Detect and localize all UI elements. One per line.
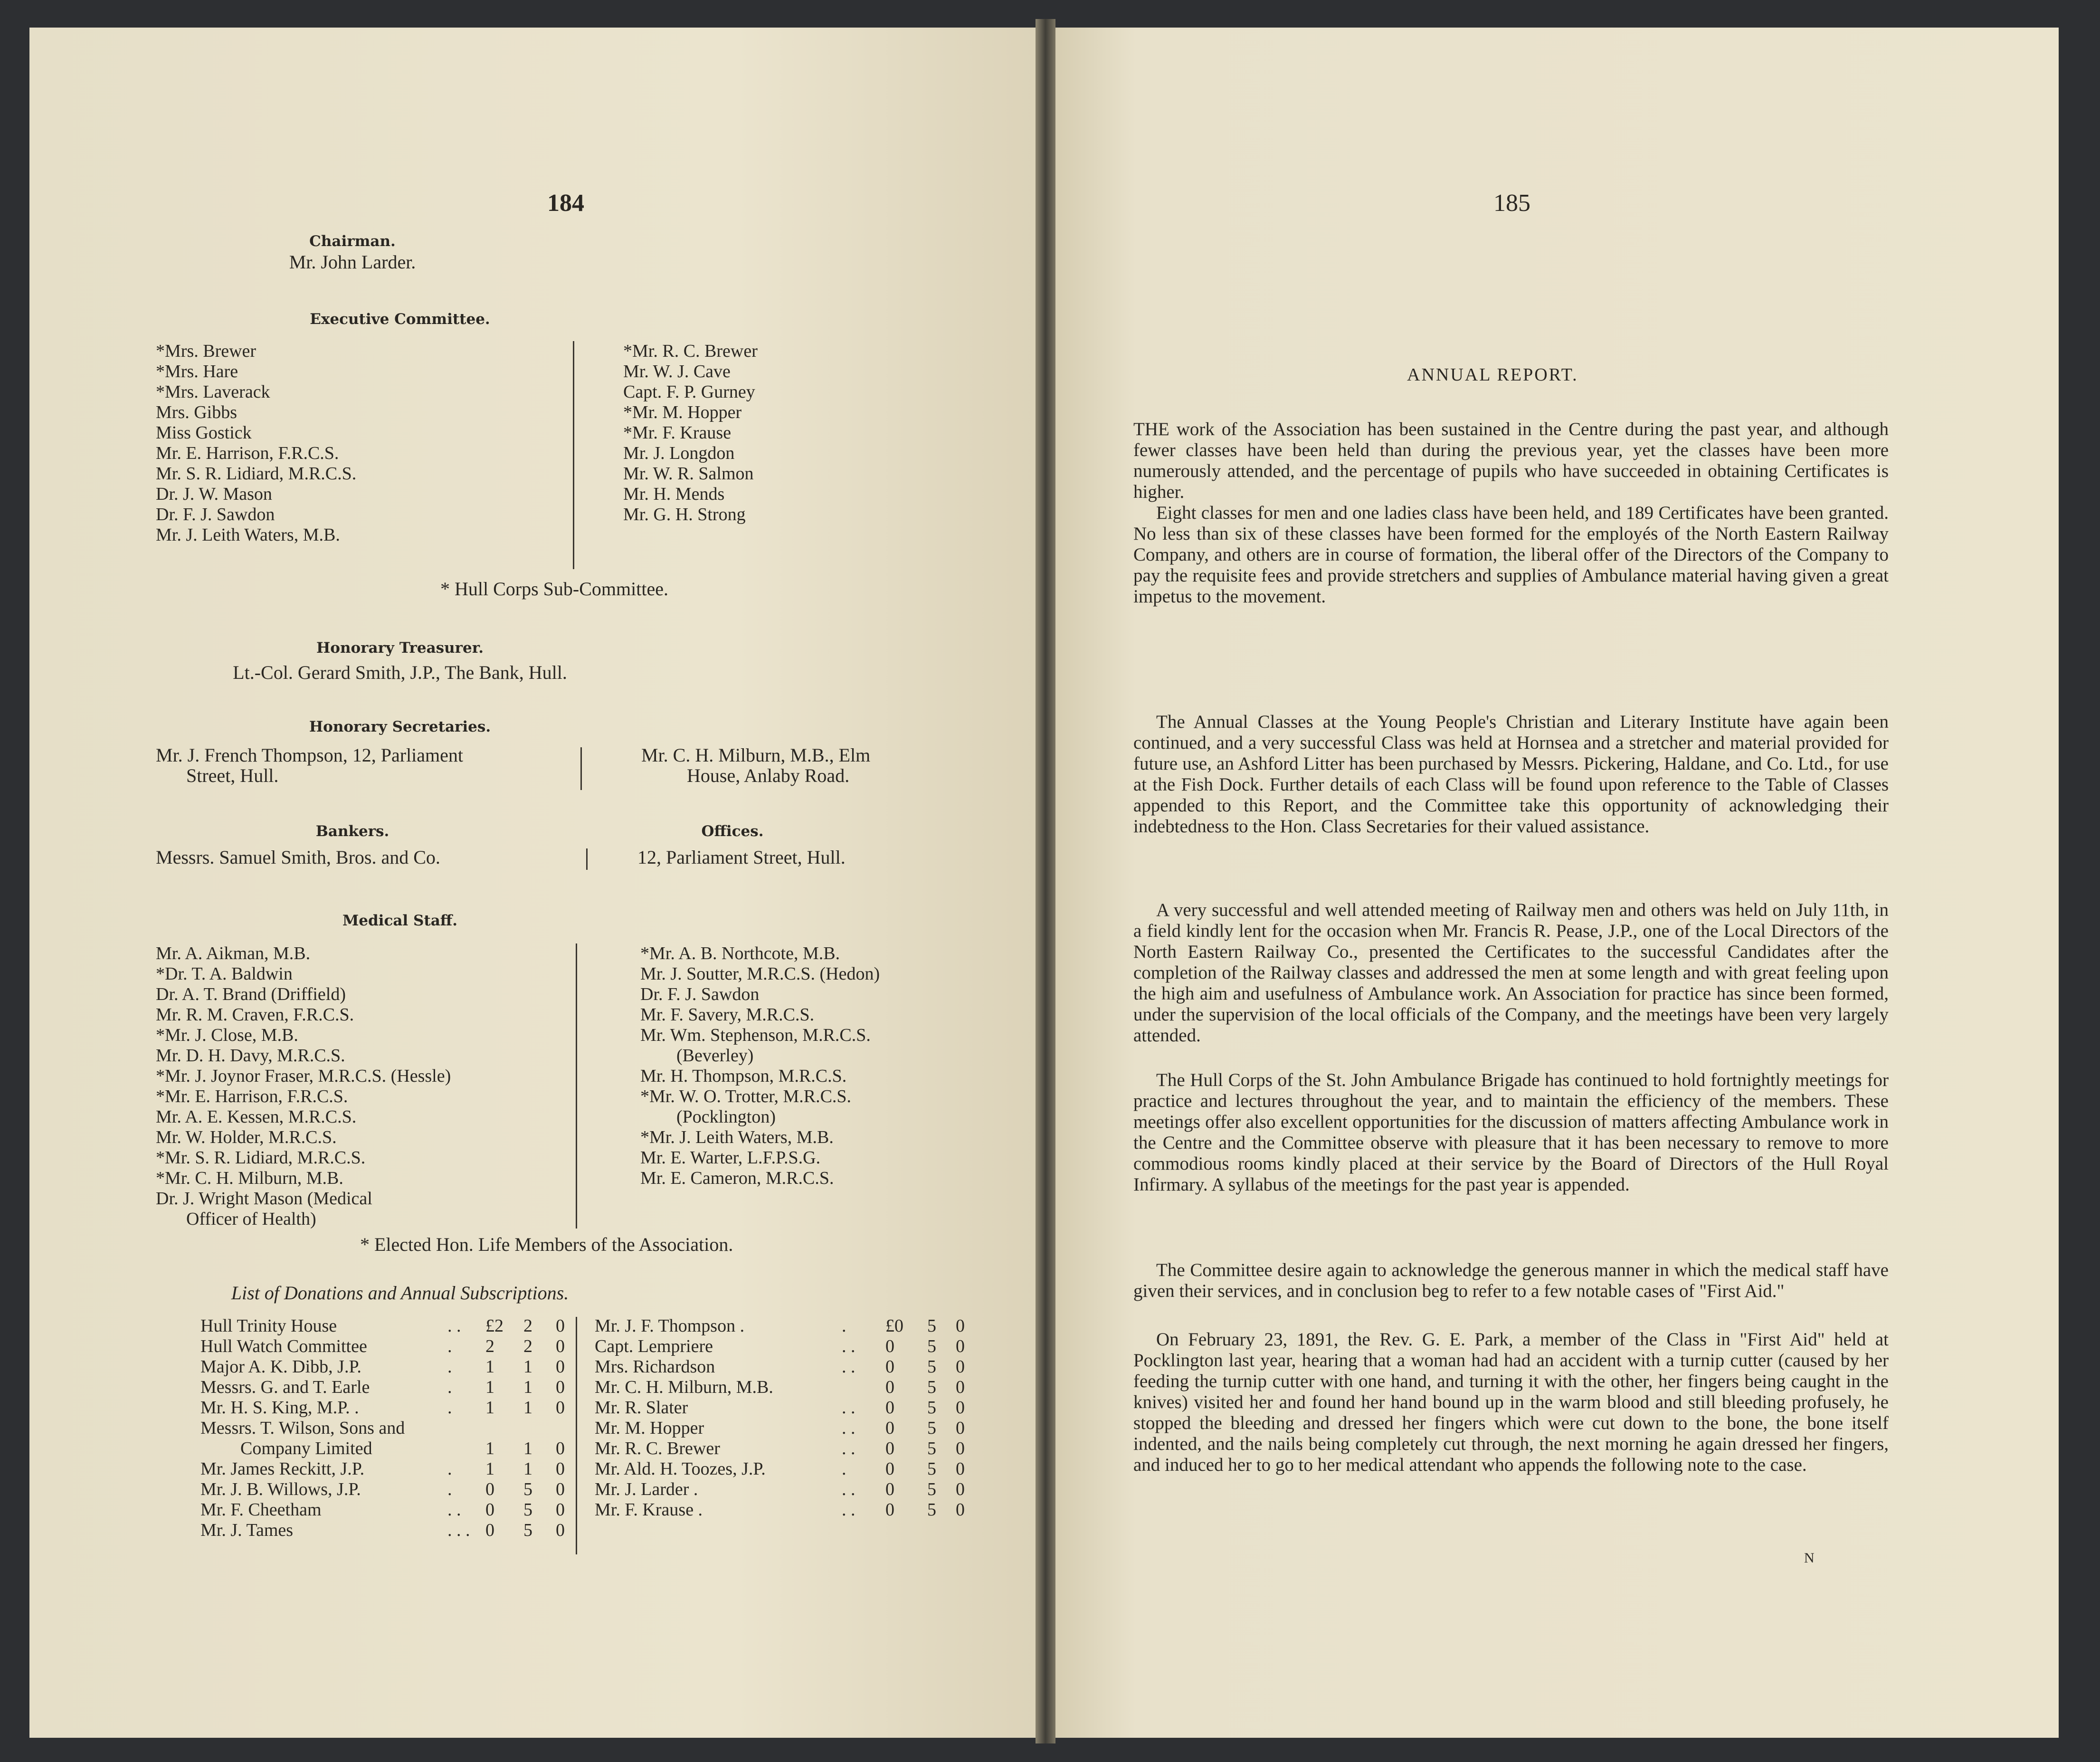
donor-name: Mr. M. Hopper <box>595 1418 704 1438</box>
amount-pounds: 0 <box>885 1336 894 1356</box>
donation-row <box>595 1336 984 1357</box>
medical-staff-member: Mr. J. Soutter, M.R.C.S. (Hedon) <box>640 964 880 984</box>
leader-dots: . <box>842 1316 846 1336</box>
donation-row <box>595 1377 984 1398</box>
medical-staff-member: Mr. R. M. Craven, F.R.C.S. <box>156 1005 354 1025</box>
donation-row <box>200 1357 618 1377</box>
donor-name: Mr. F. Cheetham <box>200 1500 322 1520</box>
amount-shillings: 1 <box>523 1438 532 1458</box>
donor-name: Company Limited <box>240 1438 372 1458</box>
committee-member: Mr. W. R. Salmon <box>623 464 754 484</box>
donor-name: Mr. R. C. Brewer <box>595 1438 720 1458</box>
executive-heading: Executive Committee. <box>310 311 490 328</box>
committee-member: *Mr. F. Krause <box>623 423 732 443</box>
report-title: ANNUAL REPORT. <box>1407 365 1578 385</box>
leader-dots: . . <box>842 1336 855 1356</box>
amount-pence: 0 <box>956 1316 965 1336</box>
amount-pence: 0 <box>556 1357 565 1377</box>
amount-pounds: 0 <box>485 1500 494 1520</box>
right-page <box>1055 28 2059 1738</box>
donations-right-list <box>595 1316 984 1520</box>
leader-dots: . <box>447 1377 452 1397</box>
medical-staff-member: Mr. F. Savery, M.R.C.S. <box>640 1005 815 1025</box>
leader-dots: . . <box>842 1438 855 1458</box>
amount-pounds: £0 <box>885 1316 903 1336</box>
amount-pence: 0 <box>956 1438 965 1458</box>
medical-staff-member: *Mr. C. H. Milburn, M.B. <box>156 1168 343 1188</box>
medical-staff-member: Mr. D. H. Davy, M.R.C.S. <box>156 1046 345 1066</box>
amount-shillings: 2 <box>523 1316 532 1336</box>
amount-pence: 0 <box>556 1438 565 1458</box>
amount-pence: 0 <box>956 1398 965 1418</box>
chairman-name: Mr. John Larder. <box>289 251 416 273</box>
medical-note: * Elected Hon. Life Members of the Association. <box>360 1234 733 1255</box>
donor-name: Mr. J. Tames <box>200 1520 294 1540</box>
donor-name: Mr. C. H. Milburn, M.B. <box>595 1377 773 1397</box>
medical-staff-member: *Mr. E. Harrison, F.R.C.S. <box>156 1086 348 1106</box>
leader-dots: . . <box>842 1398 855 1418</box>
amount-pence: 0 <box>556 1459 565 1479</box>
leader-dots: . <box>447 1336 452 1356</box>
report-paragraph: The Hull Corps of the St. John Ambulance Brigade has continued to hold fortnightly meetings for practice and lectures throughout the year, and to maintain the efficiency of the members. These meetings offer also excellent opportunities for the discussion of matters affecting Ambulance work in the Centre and the Committee observe with pleasure that it has been necessary to remove to more commodious rooms kindly placed at their service by the Board of Directors of the Hull Royal Infirmary. A syllabus of the meetings for the past year is appended. <box>1133 1070 1889 1195</box>
donations-heading: List of Donations and Annual Subscriptions. <box>231 1282 569 1304</box>
donation-row <box>200 1336 618 1357</box>
leader-dots: . . <box>842 1479 855 1499</box>
amount-shillings: 5 <box>927 1479 936 1499</box>
leader-dots: . . <box>447 1316 461 1336</box>
amount-pounds: 2 <box>485 1336 494 1356</box>
medical-staff-member: *Mr. J. Joynor Fraser, M.R.C.S. (Hessle) <box>156 1066 451 1086</box>
medical-staff-member: *Mr. J. Leith Waters, M.B. <box>640 1127 834 1147</box>
committee-member: Mr. H. Mends <box>623 484 725 504</box>
donor-name: Mr. Ald. H. Toozes, J.P. <box>595 1459 766 1479</box>
medical-left-column <box>156 943 451 1229</box>
amount-pounds: 0 <box>485 1479 494 1499</box>
medical-staff-member: *Mr. J. Close, M.B. <box>156 1025 298 1045</box>
page-number: 184 <box>547 190 584 217</box>
amount-pence: 0 <box>556 1479 565 1499</box>
executive-left-column <box>156 341 356 545</box>
page-number: 185 <box>1493 190 1530 217</box>
donor-name: Hull Watch Committee <box>200 1336 367 1356</box>
amount-pounds: 0 <box>885 1438 894 1458</box>
committee-member: Dr. J. W. Mason <box>156 484 272 504</box>
amount-shillings: 2 <box>523 1336 532 1356</box>
bankers-heading: Bankers. <box>315 823 390 840</box>
treasurer-heading: Honorary Treasurer. <box>316 639 484 657</box>
leader-dots: . <box>447 1479 452 1499</box>
donation-row <box>200 1316 618 1336</box>
medical-staff-member: Mr. W. Holder, M.R.C.S. <box>156 1127 337 1147</box>
report-paragraph: THE work of the Association has been sustained in the Centre during the past year, and although fewer classes have been held than during the previous year, yet the classes have been more numerously attended, and the percentage of pupils who have succeeded in obtaining Certificates is higher. <box>1133 419 1889 502</box>
report-paragraph: Eight classes for men and one ladies class have been held, and 189 Certificates have been granted. No less than six of these classes have been formed for the employés of the North Eastern Railway Company, and others are in course of formation, the liberal offer of the Directors of the Company to pay the requisite fees and provide stretchers and supplies of Ambulance material having given a great impetus to the movement. <box>1133 503 1889 607</box>
committee-member: Mr. W. J. Cave <box>623 362 731 381</box>
leader-dots: . <box>447 1357 452 1377</box>
amount-pounds: 1 <box>485 1459 494 1479</box>
donor-name: Mr. R. Slater <box>595 1398 688 1418</box>
donation-row <box>200 1377 618 1398</box>
chairman-heading: Chairman. <box>309 233 396 250</box>
amount-pence: 0 <box>956 1336 965 1356</box>
offices-text: 12, Parliament Street, Hull. <box>637 847 846 868</box>
leader-dots: . <box>842 1459 846 1479</box>
donor-name: Mr. James Reckitt, J.P. <box>200 1459 365 1479</box>
donation-row <box>595 1438 984 1459</box>
donor-name: Mr. J. B. Willows, J.P. <box>200 1479 361 1499</box>
medical-right-column <box>640 943 880 1189</box>
donation-row <box>200 1459 618 1479</box>
amount-shillings: 5 <box>523 1520 532 1540</box>
donation-row <box>200 1438 618 1459</box>
committee-member: Dr. F. J. Sawdon <box>156 505 275 524</box>
amount-shillings: 5 <box>927 1336 936 1356</box>
leader-dots: . . . <box>447 1520 470 1540</box>
report-paragraph: The Annual Classes at the Young People's Christian and Literary Institute have again been continued, and a very successful Class was held at Hornsea and a stretcher and material provided for future use, an Ashford Litter has been purchased by Messrs. Pickering, Haldane, and Co. Ltd., for use at the Fish Dock. Further details of each Class will be found upon reference to the Table of Classes appended to this Report, and the Committee take this opportunity of acknowledging their indebtedness to the Hon. Class Secretaries for their valued assistance. <box>1133 712 1889 837</box>
donation-row <box>200 1418 618 1438</box>
committee-member: Mr. S. R. Lidiard, M.R.C.S. <box>156 464 357 484</box>
report-paragraph: A very successful and well attended meeting of Railway men and others was held on July 11th, in a field kindly lent for the occasion when Mr. Francis R. Pease, J.P., one of the Local Directors of the North Eastern Railway Co., presented the Certificates to the successful Candidates after the completion of the Railway classes and addressed the men at some length and with great feeling upon the high aim and usefulness of Ambulance work. An Association for practice has since been formed, under the supervision of the local officials of the Company, and the meetings have been very largely attended. <box>1133 900 1889 1046</box>
donor-name: Mr. J. F. Thompson . <box>595 1316 745 1336</box>
executive-right-column <box>623 341 758 525</box>
committee-member: Mr. J. Leith Waters, M.B. <box>156 525 340 545</box>
donor-name: Mr. F. Krause . <box>595 1500 703 1520</box>
signature-mark: N <box>1804 1550 1815 1566</box>
amount-pounds: 0 <box>885 1398 894 1418</box>
amount-shillings: 1 <box>523 1357 532 1377</box>
donation-row <box>200 1500 618 1520</box>
amount-shillings: 5 <box>523 1500 532 1520</box>
leader-dots: . . <box>842 1357 855 1377</box>
committee-member: *Mrs. Hare <box>156 362 238 381</box>
amount-shillings: 5 <box>927 1438 936 1458</box>
column-divider <box>576 1317 577 1554</box>
amount-shillings: 5 <box>523 1479 532 1499</box>
report-paragraph: The Committee desire again to acknowledge the generous manner in which the medical staff have given their services, and in conclusion beg to refer to a few notable cases of "First Aid." <box>1133 1260 1889 1301</box>
amount-pence: 0 <box>556 1316 565 1336</box>
medical-staff-member: Mr. E. Cameron, M.R.C.S. <box>640 1168 834 1188</box>
leader-dots: . <box>447 1459 452 1479</box>
amount-pounds: 0 <box>485 1520 494 1540</box>
leader-dots: . . <box>842 1500 855 1520</box>
donor-name: Mr. J. Larder . <box>595 1479 698 1499</box>
medical-staff-member: Mr. Wm. Stephenson, M.R.C.S. <box>640 1025 871 1045</box>
committee-member: Mr. J. Longdon <box>623 443 735 463</box>
donation-row <box>200 1479 618 1500</box>
donations-left-list <box>200 1316 618 1541</box>
committee-member: Mrs. Gibbs <box>156 402 238 422</box>
committee-member: Mr. E. Harrison, F.R.C.S. <box>156 443 339 463</box>
amount-shillings: 5 <box>927 1357 936 1377</box>
amount-pounds: 1 <box>485 1398 494 1418</box>
amount-pence: 0 <box>956 1357 965 1377</box>
amount-shillings: 5 <box>927 1500 936 1520</box>
column-divider <box>573 341 574 569</box>
amount-pence: 0 <box>556 1500 565 1520</box>
amount-pence: 0 <box>556 1520 565 1540</box>
amount-pence: 0 <box>956 1418 965 1438</box>
medical-staff-member: (Pocklington) <box>676 1107 776 1127</box>
donor-name: Capt. Lempriere <box>595 1336 713 1356</box>
medical-staff-member: *Mr. S. R. Lidiard, M.R.C.S. <box>156 1148 366 1168</box>
medical-staff-member: Dr. F. J. Sawdon <box>640 984 760 1004</box>
medical-staff-member: (Beverley) <box>676 1046 754 1066</box>
donation-row <box>200 1398 618 1418</box>
amount-pounds: 0 <box>885 1377 894 1397</box>
committee-member: Mr. G. H. Strong <box>623 505 746 524</box>
amount-pence: 0 <box>956 1459 965 1479</box>
donor-name: Major A. K. Dibb, J.P. <box>200 1357 361 1377</box>
medical-staff-member: Dr. J. Wright Mason (Medical <box>156 1189 372 1209</box>
amount-pounds: 1 <box>485 1377 494 1397</box>
amount-pence: 0 <box>956 1377 965 1397</box>
amount-shillings: 5 <box>927 1418 936 1438</box>
bankers-text: Messrs. Samuel Smith, Bros. and Co. <box>156 847 440 868</box>
donor-name: Hull Trinity House <box>200 1316 337 1336</box>
offices-heading: Offices. <box>701 823 764 840</box>
donation-row <box>200 1520 618 1541</box>
amount-shillings: 1 <box>523 1459 532 1479</box>
donation-row <box>595 1418 984 1438</box>
book-gutter <box>1036 19 1055 1743</box>
donation-row <box>595 1500 984 1520</box>
committee-member: *Mr. M. Hopper <box>623 402 742 422</box>
committee-member: Miss Gostick <box>156 423 252 443</box>
donation-row <box>595 1479 984 1500</box>
donation-row <box>595 1357 984 1377</box>
leader-dots: . . <box>447 1500 461 1520</box>
executive-note: * Hull Corps Sub-Committee. <box>440 578 668 600</box>
amount-shillings: 5 <box>927 1459 936 1479</box>
donation-row <box>595 1398 984 1418</box>
amount-pounds: 0 <box>885 1418 894 1438</box>
amount-pence: 0 <box>956 1500 965 1520</box>
amount-pence: 0 <box>556 1336 565 1356</box>
amount-pounds: 0 <box>885 1479 894 1499</box>
medical-staff-member: Dr. A. T. Brand (Driffield) <box>156 984 346 1004</box>
committee-member: Capt. F. P. Gurney <box>623 382 755 402</box>
donation-row <box>595 1316 984 1336</box>
amount-pence: 0 <box>956 1479 965 1499</box>
leader-dots: . . <box>842 1418 855 1438</box>
amount-pounds: 0 <box>885 1500 894 1520</box>
column-divider <box>576 943 577 1229</box>
medical-staff-member: Mr. H. Thompson, M.R.C.S. <box>640 1066 847 1086</box>
amount-pounds: 1 <box>485 1357 494 1377</box>
medical-staff-member: *Mr. A. B. Northcote, M.B. <box>640 943 840 963</box>
donor-name: Messrs. T. Wilson, Sons and <box>200 1418 405 1438</box>
column-divider <box>580 747 582 790</box>
donor-name: Mrs. Richardson <box>595 1357 715 1377</box>
treasurer-text: Lt.-Col. Gerard Smith, J.P., The Bank, Hull. <box>233 662 567 683</box>
amount-pounds: 1 <box>485 1438 494 1458</box>
committee-member: *Mrs. Laverack <box>156 382 270 402</box>
amount-pounds: 0 <box>885 1459 894 1479</box>
secretary-right-line2: House, Anlaby Road. <box>687 765 850 786</box>
amount-pence: 0 <box>556 1398 565 1418</box>
donor-name: Mr. H. S. King, M.P. . <box>200 1398 359 1418</box>
medical-heading: Medical Staff. <box>342 912 458 929</box>
amount-shillings: 5 <box>927 1316 936 1336</box>
medical-staff-member: Mr. A. E. Kessen, M.R.C.S. <box>156 1107 357 1127</box>
left-page <box>29 28 1036 1738</box>
amount-pounds: 0 <box>885 1357 894 1377</box>
amount-shillings: 1 <box>523 1377 532 1397</box>
donation-row <box>595 1459 984 1479</box>
column-divider <box>586 848 588 870</box>
donor-name: Messrs. G. and T. Earle <box>200 1377 370 1397</box>
medical-staff-member: Mr. E. Warter, L.F.P.S.G. <box>640 1148 821 1168</box>
secretary-right-line1: Mr. C. H. Milburn, M.B., Elm <box>641 744 871 766</box>
amount-shillings: 5 <box>927 1398 936 1418</box>
secretary-left-line1: Mr. J. French Thompson, 12, Parliament <box>156 744 463 766</box>
medical-staff-member: *Mr. W. O. Trotter, M.R.C.S. <box>640 1086 852 1106</box>
report-paragraph: On February 23, 1891, the Rev. G. E. Park, a member of the Class in "First Aid" held at Pocklington last year, hearing that a woman had had an accident with a turnip cutter (caused by her feeding the turnip cutter with one hand, and turning it with the other, her fingers being caught in the knives) visited her and found her hand bound up in the warm blood and still bleeding profusely, he stopped the bleeding and dressed her fingers which were cut down to the bone, the bone itself indented, and the nails being completely cut through, the next morning he again dressed her fingers, and induced her to go to her medical attendant who appends the following note to the case. <box>1133 1329 1889 1475</box>
medical-staff-member: Mr. A. Aikman, M.B. <box>156 943 311 963</box>
leader-dots: . <box>447 1398 452 1418</box>
amount-pounds: £2 <box>485 1316 504 1336</box>
amount-shillings: 5 <box>927 1377 936 1397</box>
medical-staff-member: *Dr. T. A. Baldwin <box>156 964 293 984</box>
amount-pence: 0 <box>556 1377 565 1397</box>
medical-staff-member: Officer of Health) <box>186 1209 316 1229</box>
secretaries-heading: Honorary Secretaries. <box>309 718 491 735</box>
committee-member: *Mr. R. C. Brewer <box>623 341 758 361</box>
committee-member: *Mrs. Brewer <box>156 341 257 361</box>
amount-shillings: 1 <box>523 1398 532 1418</box>
secretary-left-line2: Street, Hull. <box>186 765 279 786</box>
